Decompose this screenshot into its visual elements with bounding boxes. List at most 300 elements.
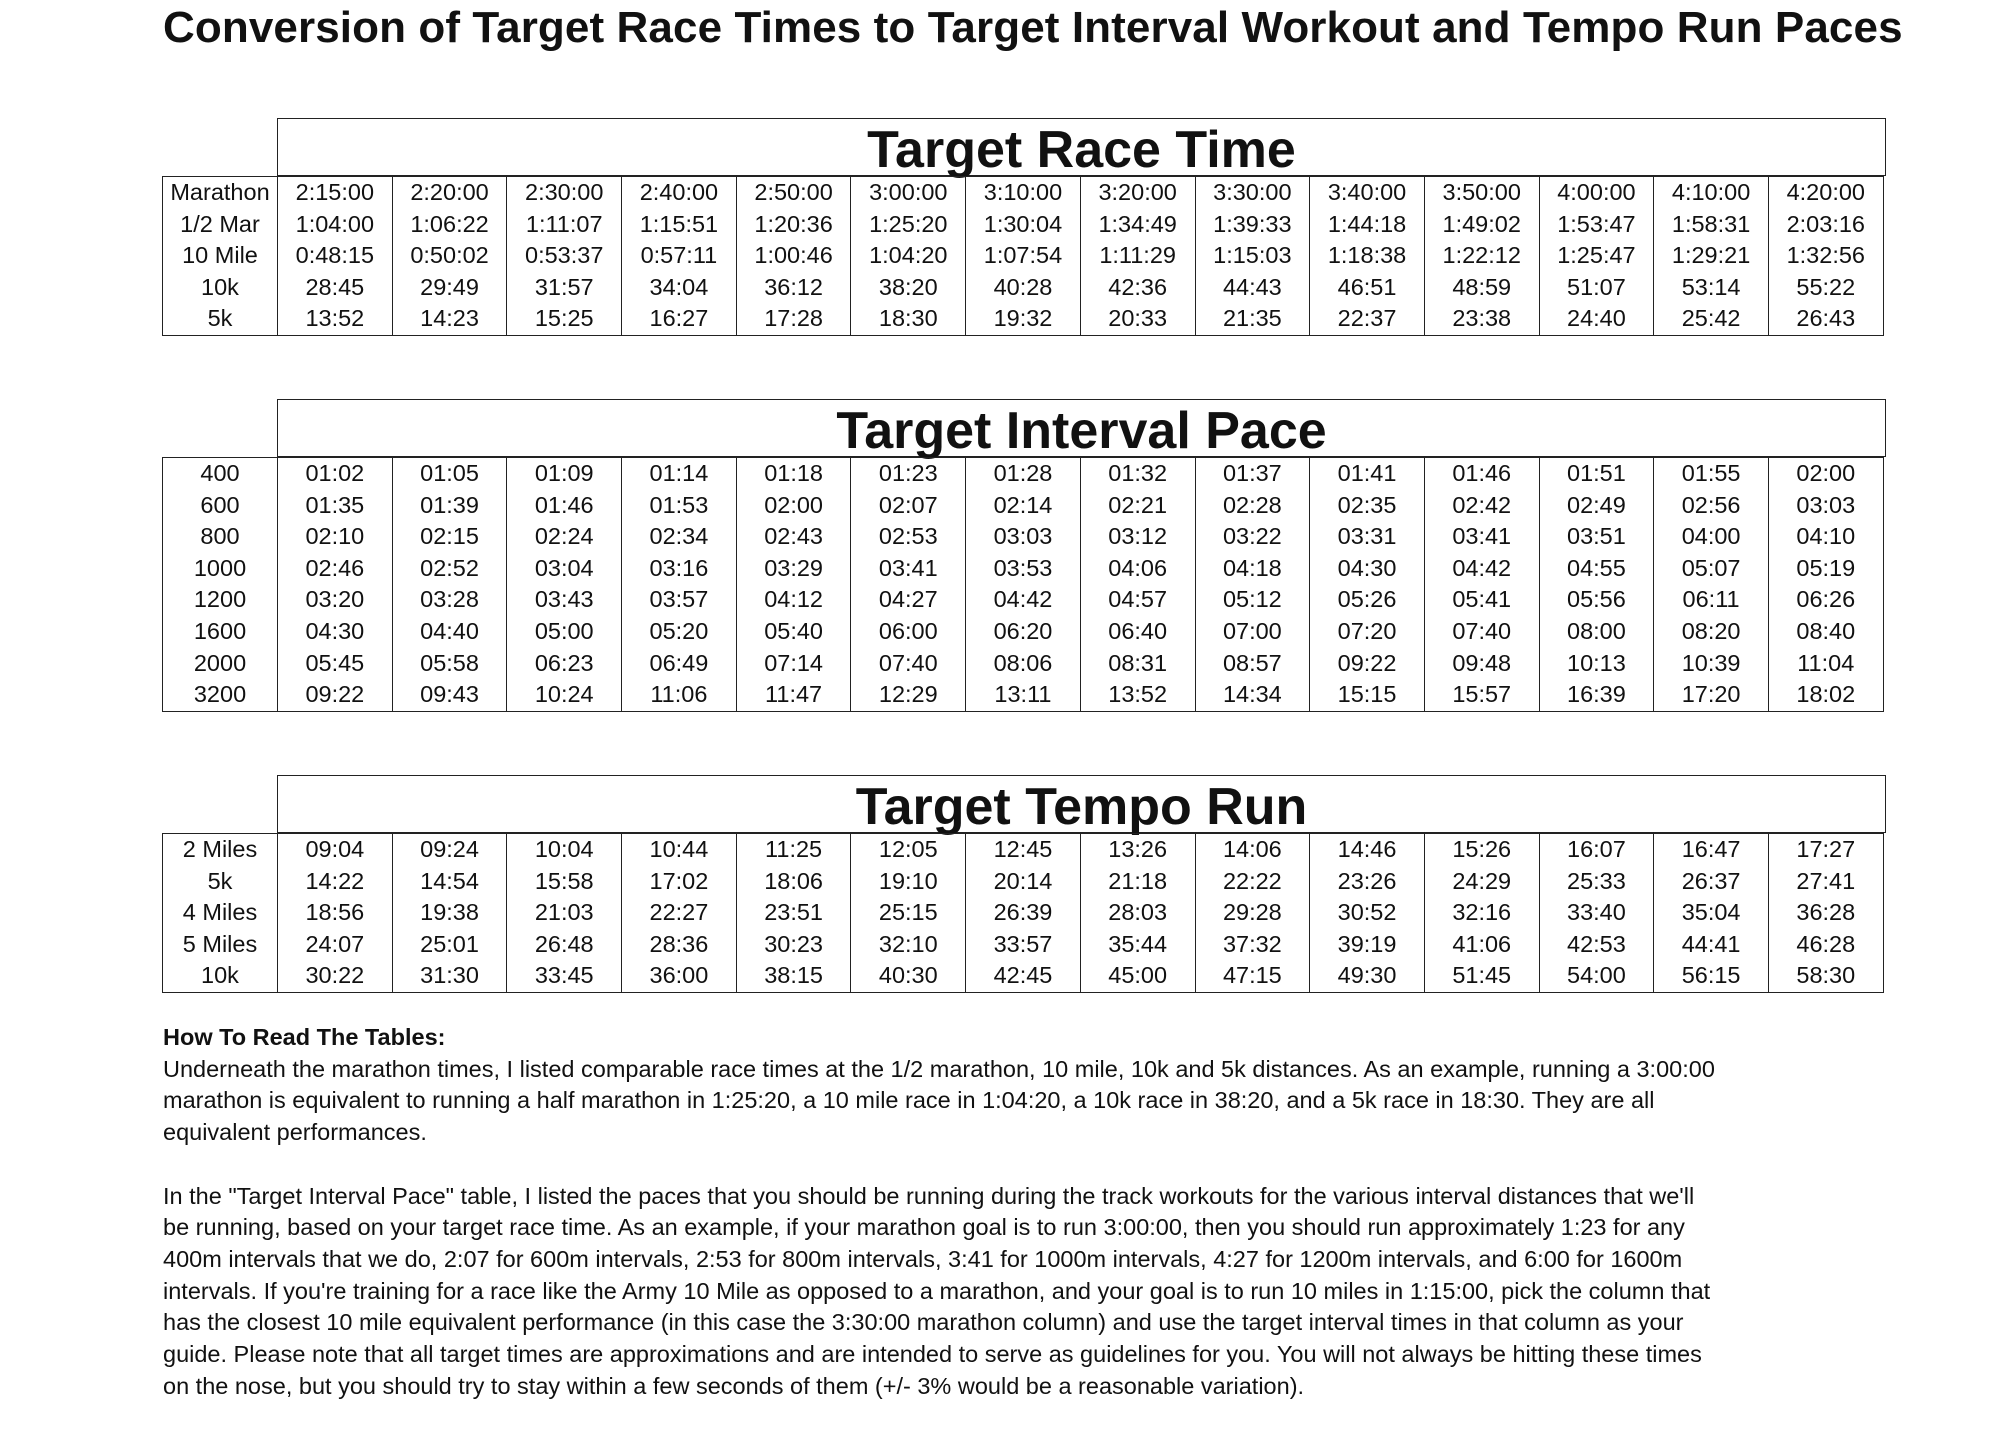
- table-cell: 31:30: [392, 960, 507, 992]
- table-cell: 53:14: [1654, 272, 1769, 304]
- table-cell: 02:24: [507, 521, 622, 553]
- table-cell: 19:38: [392, 897, 507, 929]
- table-cell: 10:39: [1654, 648, 1769, 680]
- table-cell: 36:28: [1768, 897, 1883, 929]
- table-row: [163, 584, 1884, 616]
- table-cell: 20:33: [1080, 303, 1195, 335]
- table-cell: 2:30:00: [507, 177, 622, 209]
- how-to-read-notes: [163, 1022, 1723, 1402]
- table-cell: 1:06:22: [392, 209, 507, 241]
- table-cell: 28:03: [1080, 897, 1195, 929]
- table-cell: 1:58:31: [1654, 209, 1769, 241]
- table-cell: 01:05: [392, 458, 507, 490]
- table-cell: 03:03: [966, 521, 1081, 553]
- table-cell: 1:44:18: [1310, 209, 1425, 241]
- table-cell: 04:42: [1424, 553, 1539, 585]
- table-cell: 46:51: [1310, 272, 1425, 304]
- table-cell: 26:37: [1654, 866, 1769, 898]
- table-cell: 21:35: [1195, 303, 1310, 335]
- table-cell: 11:04: [1768, 648, 1883, 680]
- table-cell: 38:20: [851, 272, 966, 304]
- table-cell: 01:37: [1195, 458, 1310, 490]
- page-title: Conversion of Target Race Times to Target Interval Workout and Tempo Run Paces: [163, 3, 1903, 52]
- table-cell: 11:06: [622, 679, 737, 711]
- table-cell: 1:11:07: [507, 209, 622, 241]
- table-cell: 2:40:00: [622, 177, 737, 209]
- table-cell: 1:22:12: [1424, 240, 1539, 272]
- table-row: [163, 866, 1884, 898]
- table-cell: 48:59: [1424, 272, 1539, 304]
- notes-paragraph-2: In the "Target Interval Pace" table, I listed the paces that you should be running during the track workouts for the various interval distances that we'll be running, based on your target race time. As an example, if your marathon goal is to run 3:00:00, then you should run approximately 1:23 for any 400m intervals that we do, 2:07 for 600m intervals, 2:53 for 800m intervals, 3:41 for 1000m intervals, 4:27 for 1200m intervals, and 6:00 for 1600m intervals. If you're training for a race like the Army 10 Mile as opposed to a marathon, and your goal is to run 10 miles in 1:15:00, pick the column that has the closest 10 mile equivalent performance (in this case the 3:30:00 marathon column) and use the target interval times in that column as your guide. Please note that all target times are approximations and are intended to serve as guidelines for you. You will not always be hitting these times on the nose, but you should try to stay within a few seconds of them (+/- 3% would be a reasonable variation).: [163, 1182, 1711, 1399]
- table-row: [163, 490, 1884, 522]
- table-cell: 19:10: [851, 866, 966, 898]
- row-label: 5k: [163, 303, 278, 335]
- table-cell: 03:20: [278, 584, 393, 616]
- table-cell: 36:12: [736, 272, 851, 304]
- table-cell: 41:06: [1424, 929, 1539, 961]
- table-cell: 01:39: [392, 490, 507, 522]
- table-cell: 05:12: [1195, 584, 1310, 616]
- table-cell: 24:29: [1424, 866, 1539, 898]
- target-tempo-run-heading: Target Tempo Run: [277, 775, 1886, 833]
- table-cell: 02:49: [1539, 490, 1654, 522]
- table-cell: 12:29: [851, 679, 966, 711]
- table-cell: 33:45: [507, 960, 622, 992]
- table-cell: 12:45: [966, 834, 1081, 866]
- table-cell: 02:00: [736, 490, 851, 522]
- table-cell: 4:00:00: [1539, 177, 1654, 209]
- table-cell: 1:32:56: [1768, 240, 1883, 272]
- table-cell: 03:31: [1310, 521, 1425, 553]
- table-row: [163, 929, 1884, 961]
- table-cell: 02:42: [1424, 490, 1539, 522]
- table-cell: 15:58: [507, 866, 622, 898]
- table-cell: 04:42: [966, 584, 1081, 616]
- target-interval-pace-heading: Target Interval Pace: [277, 399, 1886, 457]
- table-cell: 03:22: [1195, 521, 1310, 553]
- table-cell: 03:41: [851, 553, 966, 585]
- table-cell: 51:45: [1424, 960, 1539, 992]
- table-cell: 06:49: [622, 648, 737, 680]
- table-cell: 27:41: [1768, 866, 1883, 898]
- paragraph-gap: [163, 1149, 1723, 1181]
- table-cell: 03:28: [392, 584, 507, 616]
- table-cell: 22:27: [622, 897, 737, 929]
- table-cell: 13:11: [966, 679, 1081, 711]
- table-cell: 1:15:03: [1195, 240, 1310, 272]
- table-cell: 01:28: [966, 458, 1081, 490]
- table-row: [163, 616, 1884, 648]
- row-label: 800: [163, 521, 278, 553]
- table-cell: 25:01: [392, 929, 507, 961]
- table-cell: 03:53: [966, 553, 1081, 585]
- table-cell: 01:35: [278, 490, 393, 522]
- table-cell: 1:04:20: [851, 240, 966, 272]
- table-cell: 05:56: [1539, 584, 1654, 616]
- table-cell: 1:39:33: [1195, 209, 1310, 241]
- row-label: 10k: [163, 272, 278, 304]
- table-cell: 40:28: [966, 272, 1081, 304]
- target-interval-pace-table: [162, 457, 1884, 712]
- target-tempo-run-table: [162, 833, 1884, 993]
- table-cell: 05:00: [507, 616, 622, 648]
- row-label: 400: [163, 458, 278, 490]
- table-cell: 04:00: [1654, 521, 1769, 553]
- table-cell: 26:48: [507, 929, 622, 961]
- table-cell: 21:03: [507, 897, 622, 929]
- table-row: [163, 177, 1884, 209]
- table-cell: 2:50:00: [736, 177, 851, 209]
- table-cell: 1:07:54: [966, 240, 1081, 272]
- table-cell: 3:20:00: [1080, 177, 1195, 209]
- table-cell: 02:15: [392, 521, 507, 553]
- table-cell: 28:45: [278, 272, 393, 304]
- table-cell: 37:32: [1195, 929, 1310, 961]
- table-cell: 17:02: [622, 866, 737, 898]
- row-label: 5k: [163, 866, 278, 898]
- table-cell: 10:44: [622, 834, 737, 866]
- table-cell: 18:56: [278, 897, 393, 929]
- table-cell: 44:41: [1654, 929, 1769, 961]
- table-cell: 01:53: [622, 490, 737, 522]
- table-cell: 25:15: [851, 897, 966, 929]
- table-cell: 1:11:29: [1080, 240, 1195, 272]
- table-cell: 05:19: [1768, 553, 1883, 585]
- table-cell: 0:50:02: [392, 240, 507, 272]
- row-label: 1/2 Mar: [163, 209, 278, 241]
- table-cell: 14:23: [392, 303, 507, 335]
- table-cell: 04:12: [736, 584, 851, 616]
- table-cell: 25:42: [1654, 303, 1769, 335]
- table-row: [163, 209, 1884, 241]
- table-row: [163, 834, 1884, 866]
- table-row: [163, 553, 1884, 585]
- table-cell: 07:40: [1424, 616, 1539, 648]
- table-cell: 51:07: [1539, 272, 1654, 304]
- table-cell: 45:00: [1080, 960, 1195, 992]
- table-cell: 09:04: [278, 834, 393, 866]
- table-cell: 1:34:49: [1080, 209, 1195, 241]
- table-cell: 07:20: [1310, 616, 1425, 648]
- table-cell: 21:18: [1080, 866, 1195, 898]
- row-label: 600: [163, 490, 278, 522]
- table-cell: 18:02: [1768, 679, 1883, 711]
- table-row: [163, 303, 1884, 335]
- table-cell: 04:06: [1080, 553, 1195, 585]
- table-cell: 04:30: [278, 616, 393, 648]
- table-cell: 1:15:51: [622, 209, 737, 241]
- table-cell: 08:31: [1080, 648, 1195, 680]
- table-cell: 08:57: [1195, 648, 1310, 680]
- table-cell: 03:51: [1539, 521, 1654, 553]
- table-cell: 4:10:00: [1654, 177, 1769, 209]
- table-cell: 2:20:00: [392, 177, 507, 209]
- table-cell: 15:26: [1424, 834, 1539, 866]
- table-cell: 05:07: [1654, 553, 1769, 585]
- table-cell: 22:37: [1310, 303, 1425, 335]
- table-cell: 1:25:20: [851, 209, 966, 241]
- table-cell: 10:04: [507, 834, 622, 866]
- table-cell: 23:26: [1310, 866, 1425, 898]
- table-cell: 24:07: [278, 929, 393, 961]
- notes-heading: How To Read The Tables:: [163, 1024, 446, 1050]
- table-cell: 17:27: [1768, 834, 1883, 866]
- table-cell: 09:48: [1424, 648, 1539, 680]
- table-cell: 58:30: [1768, 960, 1883, 992]
- table-cell: 08:00: [1539, 616, 1654, 648]
- table-cell: 06:11: [1654, 584, 1769, 616]
- row-label: 2 Miles: [163, 834, 278, 866]
- table-cell: 07:14: [736, 648, 851, 680]
- table-cell: 3:30:00: [1195, 177, 1310, 209]
- table-cell: 04:27: [851, 584, 966, 616]
- table-cell: 05:41: [1424, 584, 1539, 616]
- table-cell: 02:07: [851, 490, 966, 522]
- table-cell: 26:39: [966, 897, 1081, 929]
- table-cell: 4:20:00: [1768, 177, 1883, 209]
- table-cell: 09:24: [392, 834, 507, 866]
- table-cell: 17:28: [736, 303, 851, 335]
- table-cell: 03:04: [507, 553, 622, 585]
- table-cell: 04:10: [1768, 521, 1883, 553]
- table-cell: 1:30:04: [966, 209, 1081, 241]
- table-cell: 11:47: [736, 679, 851, 711]
- table-cell: 33:40: [1539, 897, 1654, 929]
- table-cell: 35:04: [1654, 897, 1769, 929]
- table-cell: 09:22: [1310, 648, 1425, 680]
- table-cell: 1:20:36: [736, 209, 851, 241]
- table-cell: 0:48:15: [278, 240, 393, 272]
- table-cell: 1:04:00: [278, 209, 393, 241]
- table-cell: 36:00: [622, 960, 737, 992]
- table-cell: 0:53:37: [507, 240, 622, 272]
- table-cell: 32:10: [851, 929, 966, 961]
- table-cell: 1:49:02: [1424, 209, 1539, 241]
- table-cell: 03:12: [1080, 521, 1195, 553]
- table-cell: 26:43: [1768, 303, 1883, 335]
- table-cell: 23:51: [736, 897, 851, 929]
- table-cell: 47:15: [1195, 960, 1310, 992]
- table-cell: 04:40: [392, 616, 507, 648]
- table-cell: 01:18: [736, 458, 851, 490]
- table-cell: 38:15: [736, 960, 851, 992]
- row-label: 1000: [163, 553, 278, 585]
- table-cell: 05:40: [736, 616, 851, 648]
- table-cell: 19:32: [966, 303, 1081, 335]
- table-cell: 20:14: [966, 866, 1081, 898]
- table-cell: 02:46: [278, 553, 393, 585]
- table-cell: 05:26: [1310, 584, 1425, 616]
- table-cell: 04:55: [1539, 553, 1654, 585]
- table-cell: 10:24: [507, 679, 622, 711]
- table-cell: 02:52: [392, 553, 507, 585]
- table-cell: 34:04: [622, 272, 737, 304]
- row-label: 10 Mile: [163, 240, 278, 272]
- table-cell: 14:06: [1195, 834, 1310, 866]
- table-cell: 01:02: [278, 458, 393, 490]
- table-cell: 03:41: [1424, 521, 1539, 553]
- table-cell: 02:34: [622, 521, 737, 553]
- table-cell: 13:52: [278, 303, 393, 335]
- row-label: Marathon: [163, 177, 278, 209]
- table-cell: 03:16: [622, 553, 737, 585]
- table-cell: 15:25: [507, 303, 622, 335]
- table-cell: 2:15:00: [278, 177, 393, 209]
- row-label: 1200: [163, 584, 278, 616]
- table-cell: 30:23: [736, 929, 851, 961]
- table-cell: 06:00: [851, 616, 966, 648]
- row-label: 10k: [163, 960, 278, 992]
- table-cell: 02:53: [851, 521, 966, 553]
- table-cell: 32:16: [1424, 897, 1539, 929]
- table-cell: 01:32: [1080, 458, 1195, 490]
- table-cell: 15:57: [1424, 679, 1539, 711]
- table-cell: 1:29:21: [1654, 240, 1769, 272]
- table-cell: 01:23: [851, 458, 966, 490]
- table-cell: 14:34: [1195, 679, 1310, 711]
- table-row: [163, 679, 1884, 711]
- table-cell: 05:20: [622, 616, 737, 648]
- table-cell: 02:00: [1768, 458, 1883, 490]
- notes-paragraph-1: Underneath the marathon times, I listed comparable race times at the 1/2 marathon, 10 mile, 10k and 5k distances. As an example, running a 3:00:00 marathon is equivalent to running a half marathon in 1:25:20, a 10 mile race in 1:04:20, a 10k race in 38:20, and a 5k race in 18:30. They are all equivalent performances.: [163, 1055, 1715, 1146]
- table-cell: 29:28: [1195, 897, 1310, 929]
- table-cell: 02:35: [1310, 490, 1425, 522]
- table-cell: 02:10: [278, 521, 393, 553]
- table-cell: 03:03: [1768, 490, 1883, 522]
- table-cell: 42:45: [966, 960, 1081, 992]
- table-cell: 44:43: [1195, 272, 1310, 304]
- table-cell: 1:18:38: [1310, 240, 1425, 272]
- row-label: 5 Miles: [163, 929, 278, 961]
- table-cell: 06:23: [507, 648, 622, 680]
- table-cell: 03:43: [507, 584, 622, 616]
- table-row: [163, 458, 1884, 490]
- table-cell: 03:57: [622, 584, 737, 616]
- table-row: [163, 240, 1884, 272]
- table-cell: 39:19: [1310, 929, 1425, 961]
- table-cell: 28:36: [622, 929, 737, 961]
- table-cell: 18:06: [736, 866, 851, 898]
- table-cell: 06:40: [1080, 616, 1195, 648]
- table-cell: 08:40: [1768, 616, 1883, 648]
- table-cell: 02:21: [1080, 490, 1195, 522]
- table-cell: 01:55: [1654, 458, 1769, 490]
- table-cell: 18:30: [851, 303, 966, 335]
- table-cell: 0:57:11: [622, 240, 737, 272]
- table-cell: 12:05: [851, 834, 966, 866]
- table-row: [163, 272, 1884, 304]
- row-label: 2000: [163, 648, 278, 680]
- table-cell: 01:14: [622, 458, 737, 490]
- table-cell: 02:14: [966, 490, 1081, 522]
- table-cell: 08:06: [966, 648, 1081, 680]
- table-cell: 01:09: [507, 458, 622, 490]
- table-cell: 01:46: [507, 490, 622, 522]
- table-cell: 02:56: [1654, 490, 1769, 522]
- row-label: 1600: [163, 616, 278, 648]
- target-race-time-table: [162, 176, 1884, 336]
- table-cell: 1:00:46: [736, 240, 851, 272]
- table-cell: 23:38: [1424, 303, 1539, 335]
- table-cell: 02:43: [736, 521, 851, 553]
- table-cell: 09:22: [278, 679, 393, 711]
- table-cell: 55:22: [1768, 272, 1883, 304]
- table-cell: 35:44: [1080, 929, 1195, 961]
- table-cell: 42:36: [1080, 272, 1195, 304]
- table-cell: 06:26: [1768, 584, 1883, 616]
- table-cell: 1:25:47: [1539, 240, 1654, 272]
- table-cell: 40:30: [851, 960, 966, 992]
- table-cell: 24:40: [1539, 303, 1654, 335]
- table-cell: 30:52: [1310, 897, 1425, 929]
- table-cell: 16:27: [622, 303, 737, 335]
- target-race-time-heading: Target Race Time: [277, 118, 1886, 176]
- table-cell: 04:30: [1310, 553, 1425, 585]
- table-cell: 1:53:47: [1539, 209, 1654, 241]
- table-cell: 54:00: [1539, 960, 1654, 992]
- table-cell: 15:15: [1310, 679, 1425, 711]
- table-cell: 14:22: [278, 866, 393, 898]
- table-cell: 14:46: [1310, 834, 1425, 866]
- table-cell: 42:53: [1539, 929, 1654, 961]
- table-row: [163, 960, 1884, 992]
- table-cell: 09:43: [392, 679, 507, 711]
- table-row: [163, 521, 1884, 553]
- table-cell: 33:57: [966, 929, 1081, 961]
- row-label: 3200: [163, 679, 278, 711]
- table-cell: 11:25: [736, 834, 851, 866]
- table-cell: 13:52: [1080, 679, 1195, 711]
- table-cell: 3:10:00: [966, 177, 1081, 209]
- table-cell: 25:33: [1539, 866, 1654, 898]
- table-cell: 3:00:00: [851, 177, 966, 209]
- table-cell: 07:00: [1195, 616, 1310, 648]
- table-cell: 29:49: [392, 272, 507, 304]
- table-cell: 16:07: [1539, 834, 1654, 866]
- table-cell: 2:03:16: [1768, 209, 1883, 241]
- table-cell: 07:40: [851, 648, 966, 680]
- table-cell: 04:18: [1195, 553, 1310, 585]
- row-label: 4 Miles: [163, 897, 278, 929]
- table-cell: 06:20: [966, 616, 1081, 648]
- table-cell: 05:45: [278, 648, 393, 680]
- table-cell: 3:40:00: [1310, 177, 1425, 209]
- table-cell: 13:26: [1080, 834, 1195, 866]
- table-cell: 01:41: [1310, 458, 1425, 490]
- table-cell: 01:46: [1424, 458, 1539, 490]
- table-cell: 31:57: [507, 272, 622, 304]
- table-cell: 49:30: [1310, 960, 1425, 992]
- table-cell: 16:47: [1654, 834, 1769, 866]
- table-cell: 14:54: [392, 866, 507, 898]
- table-cell: 05:58: [392, 648, 507, 680]
- table-cell: 3:50:00: [1424, 177, 1539, 209]
- table-row: [163, 648, 1884, 680]
- table-cell: 17:20: [1654, 679, 1769, 711]
- table-cell: 08:20: [1654, 616, 1769, 648]
- table-row: [163, 897, 1884, 929]
- table-cell: 04:57: [1080, 584, 1195, 616]
- table-cell: 46:28: [1768, 929, 1883, 961]
- table-cell: 03:29: [736, 553, 851, 585]
- table-cell: 10:13: [1539, 648, 1654, 680]
- table-cell: 01:51: [1539, 458, 1654, 490]
- table-cell: 16:39: [1539, 679, 1654, 711]
- table-cell: 22:22: [1195, 866, 1310, 898]
- table-cell: 02:28: [1195, 490, 1310, 522]
- table-cell: 56:15: [1654, 960, 1769, 992]
- table-cell: 30:22: [278, 960, 393, 992]
